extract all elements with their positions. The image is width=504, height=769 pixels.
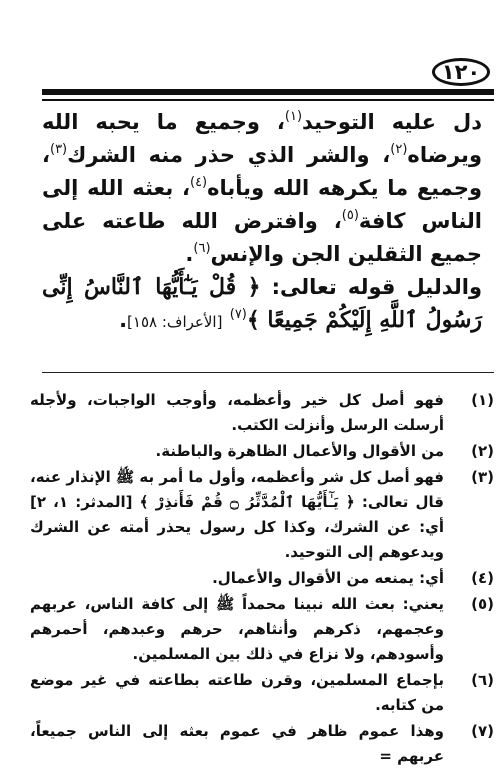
main-text-segment: دل عليه التوحيد (302, 110, 482, 134)
footnote-item (30, 592, 494, 667)
footnote-text: فهو أصل كل خير وأعظمه، وأوجب الواجبات، ولأجله أرسلت الرسل وأنزلت الكتب. (30, 391, 444, 434)
footnote-ref: (٣) (49, 142, 68, 157)
verse-citation: [الأعراف: ١٥٨] (127, 313, 223, 331)
footnote-ref: (٤) (189, 175, 208, 190)
main-text-segment: ، بعثه الله إلى الناس كافة (42, 176, 482, 233)
main-text-segment: ، وافترض الله طاعته على جميع الثقلين الجن والإنس (42, 209, 482, 266)
header-rule-thin (42, 99, 494, 101)
quran-verse: ﴿ قُلْ يَـٰٓأَيُّهَا ٱلنَّاسُ إِنِّى رَسُولُ ٱللَّهِ إِلَيْكُمْ جَمِيعًا ﴾ (42, 274, 482, 333)
footnote-separator (42, 372, 494, 373)
footnotes (30, 388, 494, 769)
footnote-number: (٣) (471, 468, 494, 486)
header-rule-thick (42, 89, 494, 95)
footnote-number: (٢) (471, 442, 494, 460)
footnote-text: وهذا عموم ظاهر في عموم بعثه إلى الناس جميعاً، عربهم = (30, 722, 444, 765)
footnote-ref: (٥) (341, 208, 359, 223)
main-text-segment: . (185, 242, 194, 266)
footnote-item (30, 668, 494, 718)
footnote-item (30, 465, 494, 565)
footnote-number: (٦) (471, 671, 494, 689)
page-number-badge (432, 58, 490, 86)
main-text-segment: والدليل قوله تعالى: (260, 275, 483, 299)
main-text-segment: ، وجميع ما يكرهه الله ويأباه (42, 143, 483, 200)
footnote-ref: (٧) (229, 307, 247, 322)
main-text-segment: . (119, 308, 128, 332)
main-text-segment: ، وجميع ما يحبه الله ويرضاه (42, 110, 482, 167)
footnote-text: من الأقوال والأعمال الظاهرة والباطنة. (155, 442, 444, 460)
footnote-text: بإجماع المسلمين، وقرن طاعته بطاعته في غير موضع من كتابه. (30, 671, 444, 714)
footnote-number: (٥) (471, 595, 494, 613)
footnote-text: فهو أصل كل شر وأعظمه، وأول ما أمر به ﷺ الإنذار عنه، قال تعالى: ﴿ يَـٰٓأَيُّهَا ٱلْمُدَّثِّرُ ۝ قُمْ فَأَنذِرْ ﴾ [المدثر: ١، ٢] أي: عن الشرك، وكذا كل رسول يحذر أمته عن الشرك ويدعوهم إلى التوحيد. (30, 468, 445, 561)
main-text-segment: ، والشر الذي حذر منه الشرك (67, 143, 391, 167)
main-text (42, 106, 482, 339)
footnote-item (30, 566, 494, 591)
footnote-number: (١) (471, 391, 494, 409)
footnote-ref: (٦) (193, 241, 211, 256)
footnote-number: (٧) (471, 722, 494, 740)
main-paragraph-1 (42, 106, 482, 271)
footnote-text: يعني: بعث الله نبينا محمداً ﷺ إلى كافة الناس، عربهم وعجمهم، ذكرهم وأنثاهم، حرهم وعبدهم، أحمرهم وأسودهم، ولا نزاع في ذلك بين المسلمين. (30, 595, 444, 663)
footnote-ref: (١) (284, 109, 303, 124)
footnote-item (30, 719, 494, 769)
footnote-item (30, 388, 494, 438)
footnote-number: (٤) (471, 569, 494, 587)
page-number: ١٢٠ (441, 59, 481, 84)
footnote-item (30, 439, 494, 464)
footnote-ref: (٢) (390, 142, 408, 157)
main-paragraph-2 (42, 271, 482, 339)
footnote-text: أي: يمنعه من الأقوال والأعمال. (212, 569, 444, 587)
